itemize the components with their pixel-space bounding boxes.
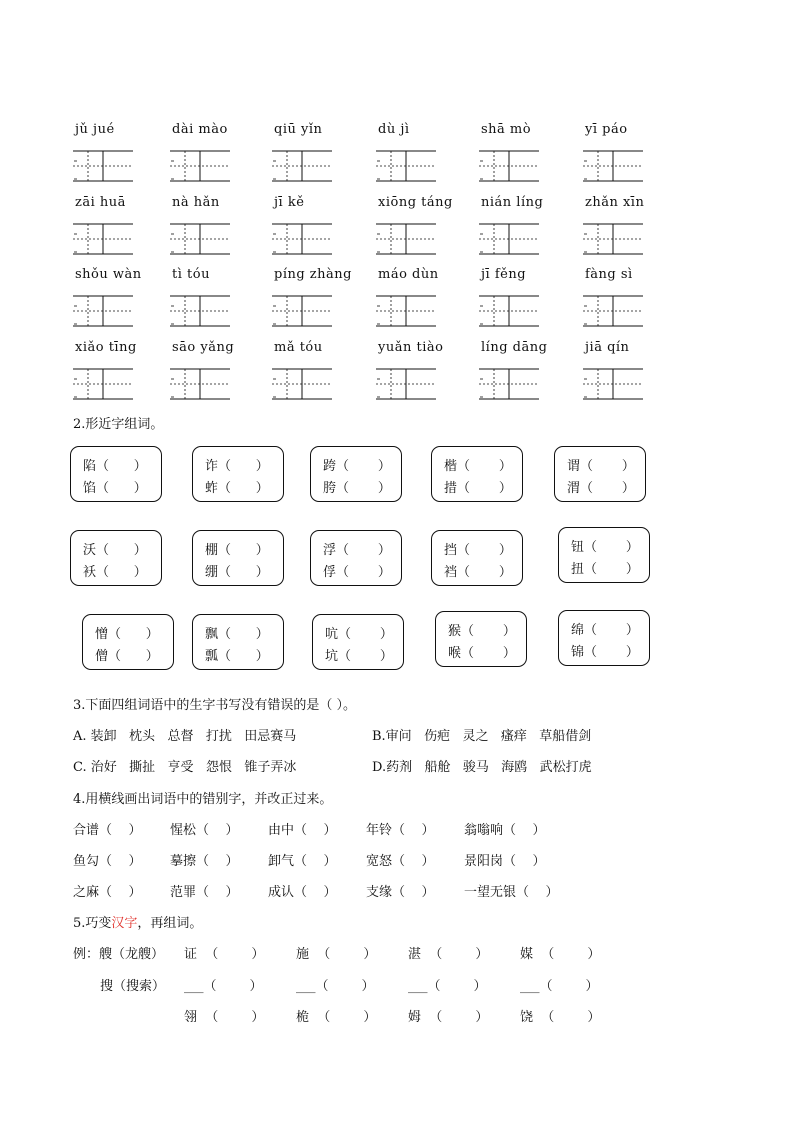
pinyin-label: nián líng: [481, 195, 544, 210]
char-blank[interactable]: 吭（ ）: [325, 627, 393, 642]
transform-item[interactable]: 证 （ ）: [184, 947, 265, 962]
transform-item[interactable]: 媒 （ ）: [520, 947, 601, 962]
writing-grid: [170, 295, 230, 325]
typo-item[interactable]: 年铃（ ）: [366, 823, 435, 838]
char-blank[interactable]: 憎（ ）: [95, 627, 159, 642]
writing-grid: [583, 223, 643, 253]
char-blank[interactable]: 袄（ ）: [83, 565, 147, 580]
section4-title: 4.用横线画出词语中的错别字，并改正过来。: [73, 792, 333, 807]
option-b: B.审问 伤疤 灵之 瘙痒 草船借剑: [372, 729, 592, 744]
pinyin-label: mǎ tóu: [274, 340, 323, 355]
pinyin-label: sāo yǎng: [172, 340, 235, 355]
writing-grid: [170, 223, 230, 253]
similar-char-box: [192, 614, 284, 670]
char-blank[interactable]: 锦（ ）: [571, 645, 639, 660]
writing-grid: [479, 223, 539, 253]
pinyin-label: zhǎn xīn: [585, 195, 645, 210]
section5-title-post: ，再组词。: [137, 916, 203, 931]
writing-grid: [479, 295, 539, 325]
similar-char-box: [192, 446, 284, 502]
char-blank[interactable]: 跨（ ）: [323, 459, 391, 474]
char-blank[interactable]: 俘（ ）: [323, 565, 391, 580]
char-blank[interactable]: 坑（ ）: [325, 649, 393, 664]
writing-grid: [376, 368, 436, 398]
typo-item[interactable]: 成认（ ）: [268, 885, 337, 900]
char-blank[interactable]: 谓（ ）: [567, 459, 635, 474]
writing-grid: [272, 368, 332, 398]
char-blank[interactable]: 楷（ ）: [444, 459, 512, 474]
typo-item[interactable]: 摹擦（ ）: [170, 854, 239, 869]
char-blank[interactable]: 钮（ ）: [571, 540, 639, 555]
similar-char-box: [70, 530, 162, 586]
pinyin-label: xiǎo tīng: [75, 340, 137, 355]
similar-char-box: [310, 530, 402, 586]
pinyin-label: jǔ jué: [75, 122, 115, 137]
writing-grid: [170, 150, 230, 180]
transform-item[interactable]: ___（ ）: [408, 979, 487, 994]
transform-item[interactable]: ___（ ）: [296, 979, 375, 994]
similar-char-box: [558, 527, 650, 583]
char-blank[interactable]: 浮（ ）: [323, 543, 391, 558]
char-blank[interactable]: 措（ ）: [444, 481, 512, 496]
writing-grid: [272, 223, 332, 253]
writing-grid: [376, 223, 436, 253]
char-blank[interactable]: 渭（ ）: [567, 481, 635, 496]
typo-item[interactable]: 之麻（ ）: [73, 885, 142, 900]
pinyin-label: píng zhàng: [274, 267, 352, 282]
writing-grid: [272, 295, 332, 325]
char-blank[interactable]: 陷（ ）: [83, 459, 147, 474]
typo-item[interactable]: 景阳岗（ ）: [464, 854, 546, 869]
pinyin-label: fàng sì: [585, 267, 633, 282]
writing-grid: [583, 368, 643, 398]
section5-title-pre: 5.巧变: [73, 916, 112, 931]
example-label2: 搜（搜索）: [100, 979, 166, 994]
transform-item[interactable]: 湛 （ ）: [408, 947, 489, 962]
transform-item[interactable]: 施 （ ）: [296, 947, 377, 962]
pinyin-label: qiū yǐn: [274, 122, 323, 137]
typo-item[interactable]: 卸气（ ）: [268, 854, 337, 869]
char-blank[interactable]: 裆（ ）: [444, 565, 512, 580]
char-blank[interactable]: 胯（ ）: [323, 481, 391, 496]
char-blank[interactable]: 绷（ ）: [205, 565, 269, 580]
char-blank[interactable]: 绵（ ）: [571, 623, 639, 638]
transform-item[interactable]: 桅 （ ）: [296, 1010, 377, 1025]
pinyin-label: líng dāng: [481, 340, 548, 355]
pinyin-label: nà hǎn: [172, 195, 220, 210]
transform-item[interactable]: 翎 （ ）: [184, 1010, 265, 1025]
typo-item[interactable]: 范罪（ ）: [170, 885, 239, 900]
writing-grid: [583, 150, 643, 180]
writing-grid: [479, 150, 539, 180]
section3-title: 3.下面四组词语中的生字书写没有错误的是（ ）。: [73, 698, 357, 713]
similar-char-box: [70, 446, 162, 502]
option-d: D.药剂 船舱 骏马 海鸥 武松打虎: [372, 760, 592, 775]
typo-item[interactable]: 合谱（ ）: [73, 823, 142, 838]
char-blank[interactable]: 扭（ ）: [571, 562, 639, 577]
similar-char-box: [435, 611, 527, 667]
typo-item[interactable]: 支缘（ ）: [366, 885, 435, 900]
writing-grid: [73, 368, 133, 398]
char-blank[interactable]: 蚱（ ）: [205, 481, 269, 496]
typo-item[interactable]: 惺松（ ）: [170, 823, 239, 838]
similar-char-box: [310, 446, 402, 502]
section5-title: [73, 912, 202, 931]
char-blank[interactable]: 瓢（ ）: [205, 649, 269, 664]
similar-char-box: [431, 446, 523, 502]
option-c: C. 治好 撕扯 亨受 怨恨 锥子弄冰: [73, 760, 297, 775]
option-a: A. 装卸 枕头 总督 打扰 田忌赛马: [73, 729, 297, 744]
pinyin-label: zāi huā: [75, 195, 126, 210]
similar-char-box: [312, 614, 404, 670]
char-blank[interactable]: 沃（ ）: [83, 543, 147, 558]
writing-grid: [479, 368, 539, 398]
section2-title: 2.形近字组词。: [73, 417, 164, 432]
pinyin-label: tì tóu: [172, 267, 210, 282]
typo-item[interactable]: 由中（ ）: [268, 823, 337, 838]
writing-grid: [73, 295, 133, 325]
char-blank[interactable]: 猴（ ）: [448, 624, 516, 639]
pinyin-label: dù jì: [378, 122, 410, 137]
char-blank[interactable]: 诈（ ）: [205, 459, 269, 474]
char-blank[interactable]: 挡（ ）: [444, 543, 512, 558]
pinyin-label: jī kě: [274, 195, 305, 210]
typo-item[interactable]: 鱼勾（ ）: [73, 854, 142, 869]
writing-grid: [376, 295, 436, 325]
example-label: 例：艘（龙艘）: [73, 947, 165, 962]
writing-grid: [272, 150, 332, 180]
pinyin-label: yī páo: [585, 122, 628, 137]
similar-char-box: [554, 446, 646, 502]
pinyin-label: dài mào: [172, 122, 228, 137]
writing-grid: [73, 150, 133, 180]
transform-item[interactable]: 饶 （ ）: [520, 1010, 601, 1025]
typo-item[interactable]: 一望无银（ ）: [464, 885, 559, 900]
similar-char-box: [558, 610, 650, 666]
char-blank[interactable]: 棚（ ）: [205, 543, 269, 558]
char-blank[interactable]: 僧（ ）: [95, 649, 159, 664]
similar-char-box: [431, 530, 523, 586]
pinyin-label: máo dùn: [378, 267, 439, 282]
transform-item[interactable]: 姆 （ ）: [408, 1010, 489, 1025]
pinyin-label: shǒu wàn: [75, 267, 142, 282]
char-blank[interactable]: 飘（ ）: [205, 627, 269, 642]
writing-grid: [376, 150, 436, 180]
pinyin-label: jī fěng: [481, 267, 527, 282]
writing-grid: [170, 368, 230, 398]
transform-item[interactable]: ___（ ）: [520, 979, 599, 994]
pinyin-label: yuǎn tiào: [378, 340, 444, 355]
pinyin-label: jiā qín: [585, 340, 630, 355]
similar-char-box: [192, 530, 284, 586]
char-blank[interactable]: 喉（ ）: [448, 646, 516, 661]
writing-grid: [583, 295, 643, 325]
writing-grid: [73, 223, 133, 253]
similar-char-box: [82, 614, 174, 670]
char-blank[interactable]: 馅（ ）: [83, 481, 147, 496]
section5-title-red: 汉字: [111, 916, 138, 931]
typo-item[interactable]: 宽怒（ ）: [366, 854, 435, 869]
typo-item[interactable]: 翁嗡响（ ）: [464, 823, 546, 838]
pinyin-label: shā mò: [481, 122, 532, 137]
transform-item[interactable]: ___（ ）: [184, 979, 263, 994]
pinyin-label: xiōng táng: [378, 195, 453, 210]
